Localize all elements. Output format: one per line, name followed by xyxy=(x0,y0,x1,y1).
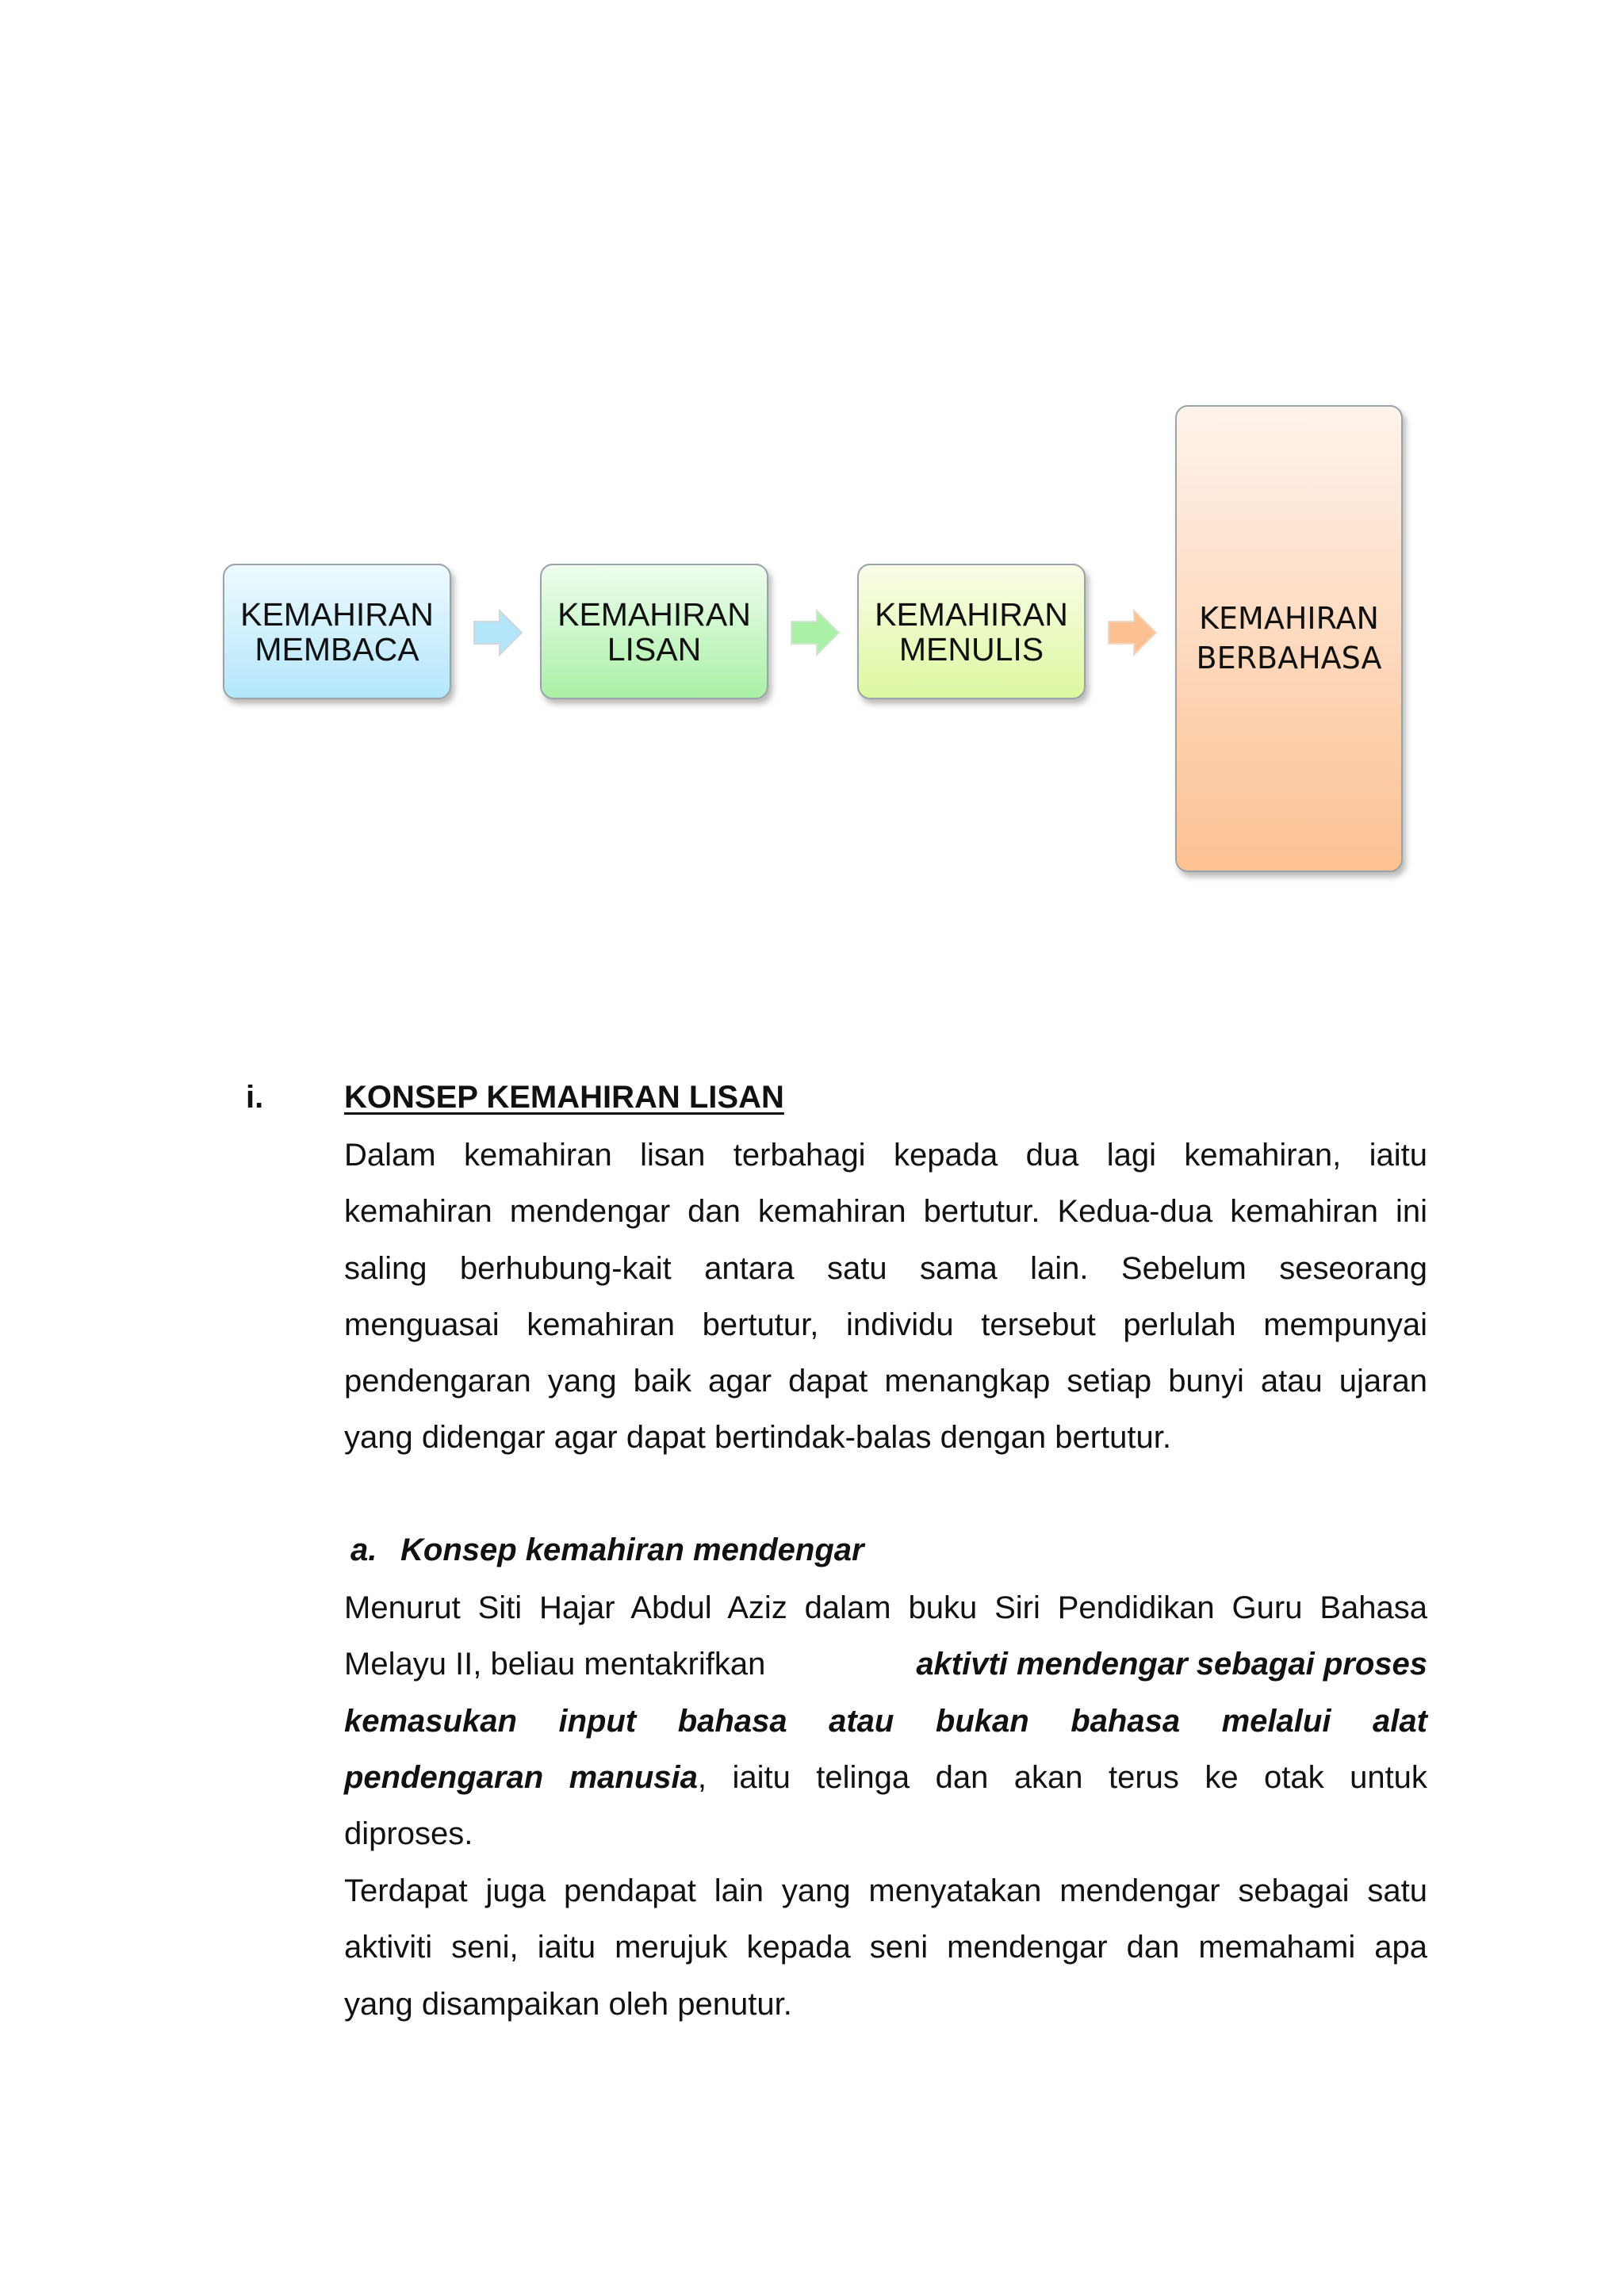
line-text: Melayu II, beliau mentakrifkan xyxy=(344,1647,766,1682)
box-line: MENULIS xyxy=(898,630,1044,668)
line-word: akan xyxy=(1013,1759,1083,1795)
section-paragraph xyxy=(344,1127,1427,1467)
emphasis-word: kemasukan xyxy=(344,1703,517,1739)
line-word: otak xyxy=(1264,1759,1324,1795)
opinion-paragraph xyxy=(344,1863,1427,2033)
box-line: BERBAHASA xyxy=(1196,641,1382,675)
line-word: iaitu xyxy=(732,1759,791,1795)
emphasis-word: alat xyxy=(1372,1703,1427,1739)
paragraph-line xyxy=(344,1693,1427,1750)
paragraph-line: Terdapat juga pendapat lain yang menyatakan mendengar sebagai satu xyxy=(344,1873,1427,1908)
paragraph-line: yang didengar agar dapat bertindak-balas dengan bertutur. xyxy=(344,1420,1171,1456)
flow-box-membaca xyxy=(223,564,451,699)
paragraph-line: saling berhubung-kait antara satu sama lain. Sebelum seseorang xyxy=(344,1250,1427,1286)
emphasis-text: aktivti mendengar sebagai proses xyxy=(916,1647,1427,1682)
paragraph-line: Menurut Siti Hajar Abdul Aziz dalam buku Siri Pendidikan Guru Bahasa xyxy=(344,1590,1427,1625)
paragraph-line: menguasai kemahiran bertutur, individu tersebut perlulah mempunyai xyxy=(344,1307,1427,1342)
definition-paragraph xyxy=(344,1580,1427,1862)
paragraph-line: Dalam kemahiran lisan terbahagi kepada dua lagi kemahiran, iaitu xyxy=(344,1138,1427,1173)
paragraph-line xyxy=(344,1636,1427,1693)
subsection-title: Konsep kemahiran mendengar xyxy=(400,1533,864,1567)
box-line: KEMAHIRAN xyxy=(1199,601,1379,636)
paragraph-line: pendengaran yang baik agar dapat menangkap setiap bunyi atau ujaran xyxy=(344,1364,1427,1399)
right-arrow-icon xyxy=(1107,609,1158,656)
right-arrow-icon xyxy=(473,609,523,656)
emphasis-word: pendengaran xyxy=(344,1759,544,1795)
line-word: ke xyxy=(1205,1759,1239,1795)
paragraph-line xyxy=(344,1750,1427,1806)
paragraph-line: yang disampaikan oleh penutur. xyxy=(344,1986,792,2022)
subsection-letter: a. xyxy=(350,1533,377,1567)
box-line: KEMAHIRAN xyxy=(240,595,434,633)
line-word: terus xyxy=(1108,1759,1179,1795)
emphasis-word: atau xyxy=(829,1703,894,1739)
emphasis-word: bahasa xyxy=(1071,1703,1181,1739)
emphasis-word: melalui xyxy=(1221,1703,1331,1739)
emphasis-word: manusia, xyxy=(569,1759,707,1795)
section-number: i. xyxy=(246,1080,264,1115)
emphasis-word: bukan xyxy=(935,1703,1029,1739)
box-line: KEMAHIRAN xyxy=(875,595,1068,633)
paragraph-line: aktiviti seni, iaitu merujuk kepada seni mendengar dan memahami apa xyxy=(344,1930,1427,1965)
right-arrow-icon xyxy=(790,609,841,656)
line-word: dan xyxy=(935,1759,989,1795)
flow-box-berbahasa xyxy=(1175,405,1403,872)
box-line: KEMAHIRAN xyxy=(557,595,751,633)
paragraph-line: kemahiran mendengar dan kemahiran bertutur. Kedua-dua kemahiran ini xyxy=(344,1194,1427,1230)
flow-box-menulis xyxy=(857,564,1086,699)
flow-box-lisan xyxy=(540,564,768,699)
box-line: LISAN xyxy=(607,630,702,668)
section-title: KONSEP KEMAHIRAN LISAN xyxy=(344,1080,784,1115)
emphasis-word: bahasa xyxy=(677,1703,787,1739)
emphasis-word: input xyxy=(558,1703,637,1739)
paragraph-line: diproses. xyxy=(344,1816,473,1852)
box-line: MEMBACA xyxy=(255,630,419,668)
line-word: telinga xyxy=(816,1759,910,1795)
line-word: untuk xyxy=(1350,1759,1427,1795)
